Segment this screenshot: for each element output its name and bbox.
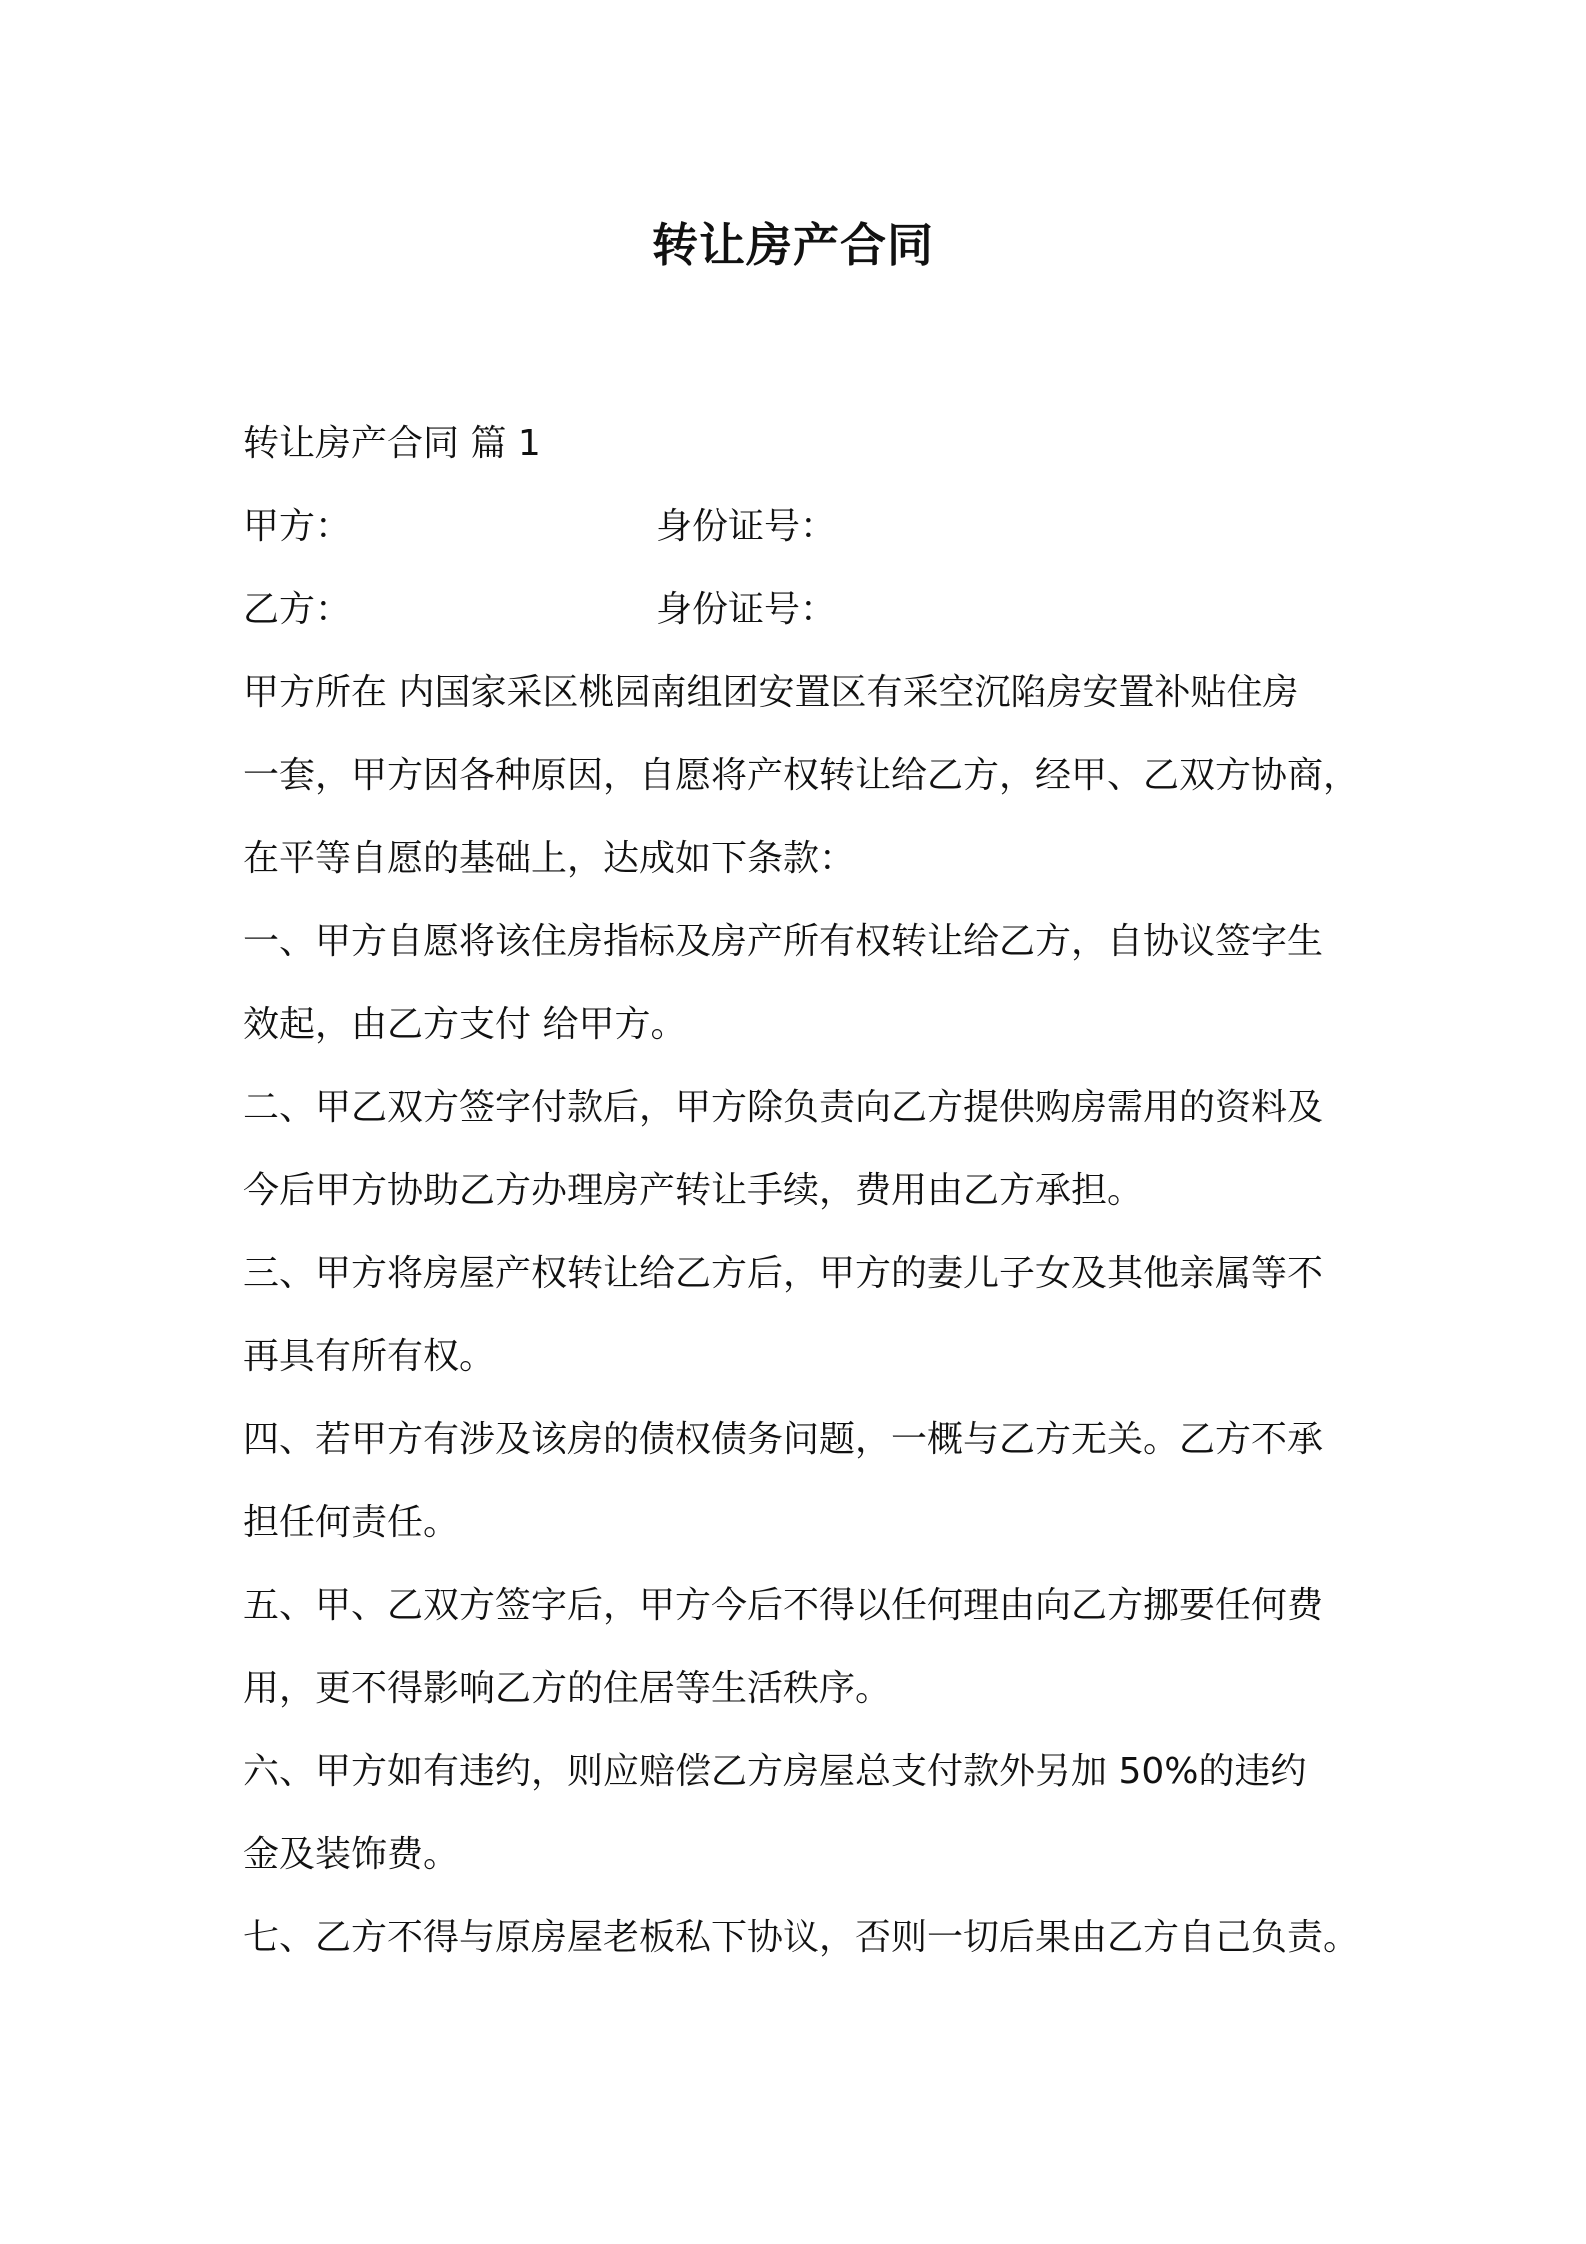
paragraph-line: 六、甲方如有违约，则应赔偿乙方房屋总支付款外另加 50%的违约 xyxy=(243,1751,1307,1792)
intro-paragraph xyxy=(243,651,1360,900)
paragraph-line: 金及装饰费。 xyxy=(243,1834,460,1875)
party-a-id-label: 身份证号： xyxy=(656,506,837,547)
party-b-row xyxy=(243,568,1353,651)
paragraph-line: 再具有所有权。 xyxy=(243,1336,496,1377)
clause-6 xyxy=(243,1730,1353,1896)
document-title: 转让房产合同 xyxy=(652,218,934,272)
clause-1 xyxy=(243,900,1353,1066)
party-a-row xyxy=(243,485,1353,568)
party-b-label: 乙方： xyxy=(243,589,352,630)
section-heading: 转让房产合同 篇 1 xyxy=(243,423,541,464)
clause-5 xyxy=(243,1564,1353,1730)
paragraph-line: 用，更不得影响乙方的住居等生活秩序。 xyxy=(243,1668,892,1709)
paragraph-line: 今后甲方协助乙方办理房产转让手续，费用由乙方承担。 xyxy=(243,1170,1144,1211)
clause-2 xyxy=(243,1066,1353,1232)
paragraph-line: 一、甲方自愿将该住房指标及房产所有权转让给乙方，自协议签字生 xyxy=(243,921,1324,962)
paragraph-line: 一套，甲方因各种原因，自愿将产权转让给乙方，经甲、乙双方协商， xyxy=(243,755,1360,796)
paragraph-line: 四、若甲方有涉及该房的债权债务问题，一概与乙方无关。乙方不承 xyxy=(243,1419,1324,1460)
paragraph-line: 三、甲方将房屋产权转让给乙方后，甲方的妻儿子女及其他亲属等不 xyxy=(243,1253,1324,1294)
clause-4 xyxy=(243,1398,1353,1564)
document-body xyxy=(243,402,1360,1979)
party-a-label: 甲方： xyxy=(243,506,352,547)
clause-7 xyxy=(243,1896,1360,1979)
paragraph-line: 在平等自愿的基础上，达成如下条款： xyxy=(243,838,856,879)
party-b-id-label: 身份证号： xyxy=(656,589,837,630)
paragraph-line: 效起，由乙方支付 给甲方。 xyxy=(243,1004,687,1045)
paragraph-line: 二、甲乙双方签字付款后，甲方除负责向乙方提供购房需用的资料及 xyxy=(243,1087,1324,1128)
paragraph-line: 五、甲、乙双方签字后，甲方今后不得以任何理由向乙方挪要任何费 xyxy=(243,1585,1324,1626)
clause-3 xyxy=(243,1232,1353,1398)
paragraph-line: 担任何责任。 xyxy=(243,1502,460,1543)
paragraph-line: 甲方所在 内国家采区桃园南组团安置区有采空沉陷房安置补贴住房 xyxy=(243,672,1299,713)
paragraph-line: 七、乙方不得与原房屋老板私下协议，否则一切后果由乙方自己负责。 xyxy=(243,1917,1360,1958)
